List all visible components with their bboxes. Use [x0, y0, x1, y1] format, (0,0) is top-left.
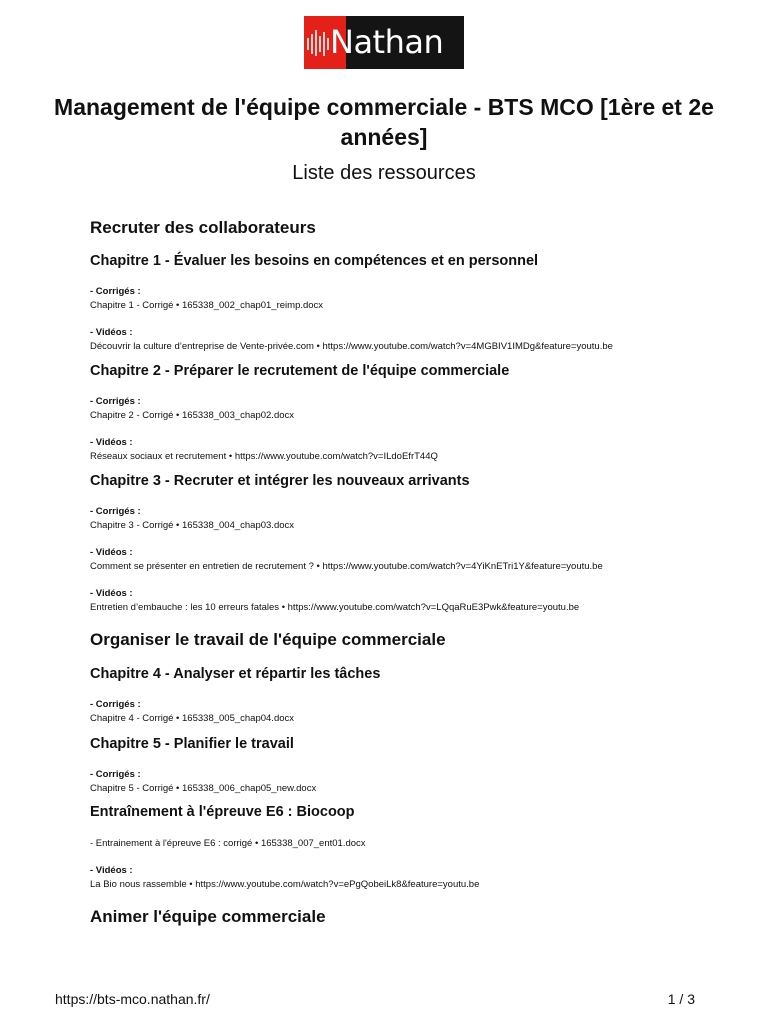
resource-item[interactable]: Entretien d’embauche : les 10 erreurs fatales • https://www.youtube.com/watch?v=LQqaRuE3Pwk&feature=youtu.be: [90, 602, 580, 613]
chapter-title: Chapitre 4 - Analyser et répartir les tâches: [90, 666, 381, 682]
group-label-videos: - Vidéos :: [90, 437, 133, 448]
chapter-title: Entraînement à l'épreuve E6 : Biocoop: [90, 804, 355, 820]
document-subtitle: Liste des ressources: [292, 162, 476, 184]
resource-item[interactable]: Chapitre 5 - Corrigé • 165338_006_chap05_new.docx: [90, 783, 317, 794]
chapter-title: Chapitre 1 - Évaluer les besoins en compétences et en personnel: [90, 253, 539, 269]
section-heading: Organiser le travail de l'équipe commerciale: [90, 630, 446, 649]
group-label-videos: - Vidéos :: [90, 588, 133, 599]
chapter-title: Chapitre 5 - Planifier le travail: [90, 736, 294, 752]
logo-wordmark: Nathan: [330, 23, 444, 61]
resource-item[interactable]: La Bio nous rassemble • https://www.youtube.com/watch?v=ePgQobeiLk8&feature=youtu.be: [90, 879, 480, 890]
group-label-corriges: - Corrigés :: [90, 769, 141, 780]
resource-item[interactable]: Réseaux sociaux et recrutement • https://www.youtube.com/watch?v=ILdoEfrT44Q: [90, 451, 438, 462]
resource-item[interactable]: Comment se présenter en entretien de recrutement ? • https://www.youtube.com/watch?v=4YiKnETri1Y&feature=youtu.be: [90, 561, 603, 572]
section-heading: Recruter des collaborateurs: [90, 218, 316, 237]
chapter-title: Chapitre 2 - Préparer le recrutement de l'équipe commerciale: [90, 363, 510, 379]
resource-item[interactable]: - Entrainement à l'épreuve E6 : corrigé • 165338_007_ent01.docx: [90, 838, 366, 849]
resource-item[interactable]: Découvrir la culture d’entreprise de Vente-privée.com • https://www.youtube.com/watch?v=4MGBIV1IMDg&feature=youtu.be: [90, 341, 613, 352]
resource-item[interactable]: Chapitre 4 - Corrigé • 165338_005_chap04.docx: [90, 713, 295, 724]
page-number: 1 / 3: [667, 991, 695, 1007]
chapter-title: Chapitre 3 - Recruter et intégrer les nouveaux arrivants: [90, 473, 470, 489]
footer-url[interactable]: https://bts-mco.nathan.fr/: [55, 991, 210, 1007]
group-label-corriges: - Corrigés :: [90, 506, 141, 517]
document-title: Management de l'équipe commerciale - BTS MCO [1ère et 2e années]: [54, 94, 714, 150]
group-label-corriges: - Corrigés :: [90, 699, 141, 710]
section-heading: Animer l'équipe commerciale: [90, 907, 326, 926]
group-label-videos: - Vidéos :: [90, 327, 133, 338]
resource-item[interactable]: Chapitre 2 - Corrigé • 165338_003_chap02.docx: [90, 410, 295, 421]
group-label-corriges: - Corrigés :: [90, 396, 141, 407]
resource-item[interactable]: Chapitre 1 - Corrigé • 165338_002_chap01_reimp.docx: [90, 300, 324, 311]
group-label-videos: - Vidéos :: [90, 547, 133, 558]
resource-item[interactable]: Chapitre 3 - Corrigé • 165338_004_chap03.docx: [90, 520, 295, 531]
nathan-logo: [304, 16, 464, 69]
group-label-corriges: - Corrigés :: [90, 286, 141, 297]
group-label-videos: - Vidéos :: [90, 865, 133, 876]
